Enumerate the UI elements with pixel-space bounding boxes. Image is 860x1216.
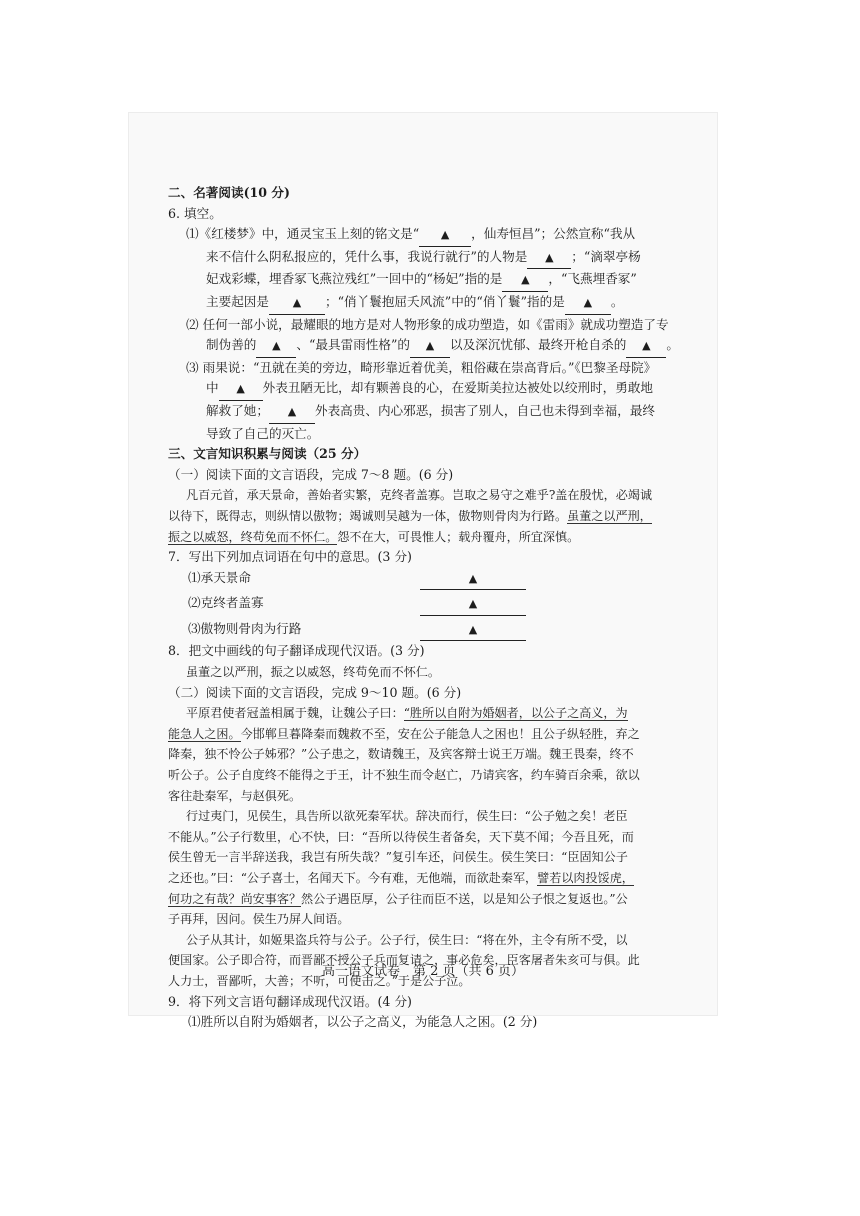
underlined-sentence: 振之以威怒，终苟免而不怀仁。 bbox=[168, 529, 338, 544]
q6-3-line-3: 解救了她； ▲ 外表高贵、内心邪恶，损害了别人，自己也未得到幸福，最终 bbox=[168, 401, 678, 424]
underlined-sentence: 能急人之困。 bbox=[168, 726, 241, 741]
answer-blank[interactable]: ▲ bbox=[626, 335, 666, 358]
answer-blank[interactable]: ▲ bbox=[219, 378, 263, 401]
question-9: 9．将下列文言语句翻译成现代汉语。(4 分) bbox=[168, 993, 412, 1009]
question-7: 7．写出下列加点词语在句中的意思。(3 分) bbox=[168, 549, 412, 565]
q6-2-line-1: ⑵ 任何一部小说，最耀眼的地方是对人物形象的成功塑造，如《雷雨》就成功塑造了专 bbox=[186, 316, 669, 332]
q6-1-line-1: ⑴《红楼梦》中，通灵宝玉上刻的铭文是“ ▲ ，仙寿恒昌”；公然宣称“我从 bbox=[168, 224, 678, 247]
page-footer: 高一语文试卷 第 2 页（共 6 页） bbox=[321, 964, 525, 979]
q6-1-line-4: 主要起因是 ▲ ；“俏丫鬟抱屈夭风流”中的“俏丫鬟”指的是 ▲ 。 bbox=[168, 292, 678, 315]
q6-3-line-1: ⑶ 雨果说：“丑就在美的旁边，畸形靠近着优美，粗俗藏在崇高背后。”《巴黎圣母院》 bbox=[186, 359, 657, 375]
q6-3-line-4: 导致了自己的灭亡。 bbox=[206, 425, 320, 441]
section-title: 二、名著阅读(10 分) bbox=[168, 185, 290, 200]
exam-content bbox=[168, 183, 678, 1033]
underlined-sentence: 何功之有哉？尚安事客？ bbox=[168, 891, 302, 906]
q6-1-line-3: 妃戏彩蝶，埋香冢飞燕泣残红”一回中的“杨妃”指的是 ▲ ，“飞燕埋香冢” bbox=[168, 269, 678, 292]
answer-line[interactable]: ▲ bbox=[420, 568, 526, 591]
q6-3-line-2: 中 ▲ 外表丑陋无比，却有颗善良的心，在爱斯美拉达被处以绞刑时，勇敢地 bbox=[168, 378, 678, 401]
answer-line[interactable]: ▲ bbox=[420, 619, 526, 642]
q7-item: ⑵克终者盖寡 ▲ bbox=[168, 593, 678, 616]
passage-2: 平原君使者冠盖相属于魏，让魏公子曰：“胜所以自附为婚姻者，以公子之高义，为 能急人之困。今邯郸旦暮降秦而魏救不至，安在公子能急人之困也！且公子纵轻胜，弃之 降秦，独不怜公子姊邪？”公子患之，数请魏王，及宾客辩士说王万端。魏王畏秦，终不 听公子。公子自度终不能得之于王，计不独生而令赵亡，乃请宾客，约车骑百余乘，欲以 客往赴秦军，与赵俱死。 行过夷门，见侯生，具告所以欲死秦军状。辞决而行，侯生曰：“公子勉之矣！老臣 不能从。”公子行数里，心不快，曰：“吾所以待侯生者备矣，天下莫不闻；今吾且死，而 侯生曾无一言半辞送我，我岂有所失哉？”复引车还，问侯生。侯生笑曰：“臣固知公子 之还也。”曰：“公子喜士，名闻天下。今有难，无他端，而欲赴秦军，譬若以肉投馁虎， 何功之有哉？尚安事客？然公子遇臣厚，公子往而臣不送，以是知公子恨之复返也。”公 子再拜，因问。侯生乃屏人间语。 公子从其计，如姬果盗兵符与公子。公子行，侯生曰：“将在外，主令有所不受，以 便国家。公子即合符，而晋鄙不授公子兵而复请之，事必危矣，臣客屠者朱亥可与俱。此 人力士，晋鄙听，大善；不听，可使击之。”于是公子泣。 bbox=[168, 706, 640, 988]
question-8: 8．把文中画线的句子翻译成现代汉语。(3 分) bbox=[168, 643, 425, 659]
passage-1: 凡百元首，承天景命，善始者实繁，克终者盖寡。岂取之易守之难乎?盖在殷忧，必竭诚 以待下，既得志，则纵情以傲物；竭诚则吴越为一体，傲物则骨肉为行路。虽董之以严刑， 振之以威怒，终苟免而不怀仁。怨不在大，可畏惟人；载舟覆舟，所宜深慎。 bbox=[168, 488, 653, 544]
underlined-sentence: 譬若以肉投馁虎， bbox=[537, 871, 634, 885]
underlined-sentence: 虽董之以严刑， bbox=[567, 508, 652, 523]
answer-blank[interactable]: ▲ bbox=[256, 335, 296, 358]
part-2-heading: （二）阅读下面的文言语段，完成 9～10 题。(6 分) bbox=[168, 684, 462, 700]
q7-item: ⑶傲物则骨肉为行路 ▲ bbox=[168, 619, 678, 642]
answer-blank[interactable]: ▲ bbox=[269, 292, 325, 315]
section-title: 三、文言知识积累与阅读（25 分） bbox=[168, 446, 367, 462]
underlined-sentence: “胜所以自附为婚姻者，以公子之高义，为 bbox=[403, 706, 628, 721]
answer-blank[interactable]: ▲ bbox=[410, 335, 450, 358]
q8-sentence: 虽董之以严刑，振之以威怒，终苟免而不怀仁。 bbox=[186, 665, 440, 680]
answer-blank[interactable]: ▲ bbox=[527, 247, 571, 270]
q9-item: ⑴胜所以自附为婚姻者，以公子之高义，为能急人之困。(2 分) bbox=[188, 1014, 538, 1030]
q6-2-line-2: 制伪善的 ▲ 、“最具雷雨性格”的 ▲ 以及深沉忧郁、最终开枪自杀的 ▲ 。 bbox=[168, 335, 678, 358]
answer-blank[interactable]: ▲ bbox=[419, 224, 471, 247]
answer-blank[interactable]: ▲ bbox=[502, 269, 548, 292]
answer-blank[interactable]: ▲ bbox=[269, 401, 315, 424]
q7-item: ⑴承天景命 ▲ bbox=[168, 568, 678, 591]
q6-1-line-2: 来不信什么阴私报应的，凭什么事，我说行就行”的人物是 ▲ ；“滴翠亭杨 bbox=[168, 247, 678, 270]
answer-line[interactable]: ▲ bbox=[420, 593, 526, 616]
question-6: 6. 填空。 bbox=[168, 205, 222, 221]
part-1-heading: （一）阅读下面的文言语段，完成 7～8 题。(6 分) bbox=[168, 466, 454, 482]
answer-blank[interactable]: ▲ bbox=[565, 292, 611, 315]
